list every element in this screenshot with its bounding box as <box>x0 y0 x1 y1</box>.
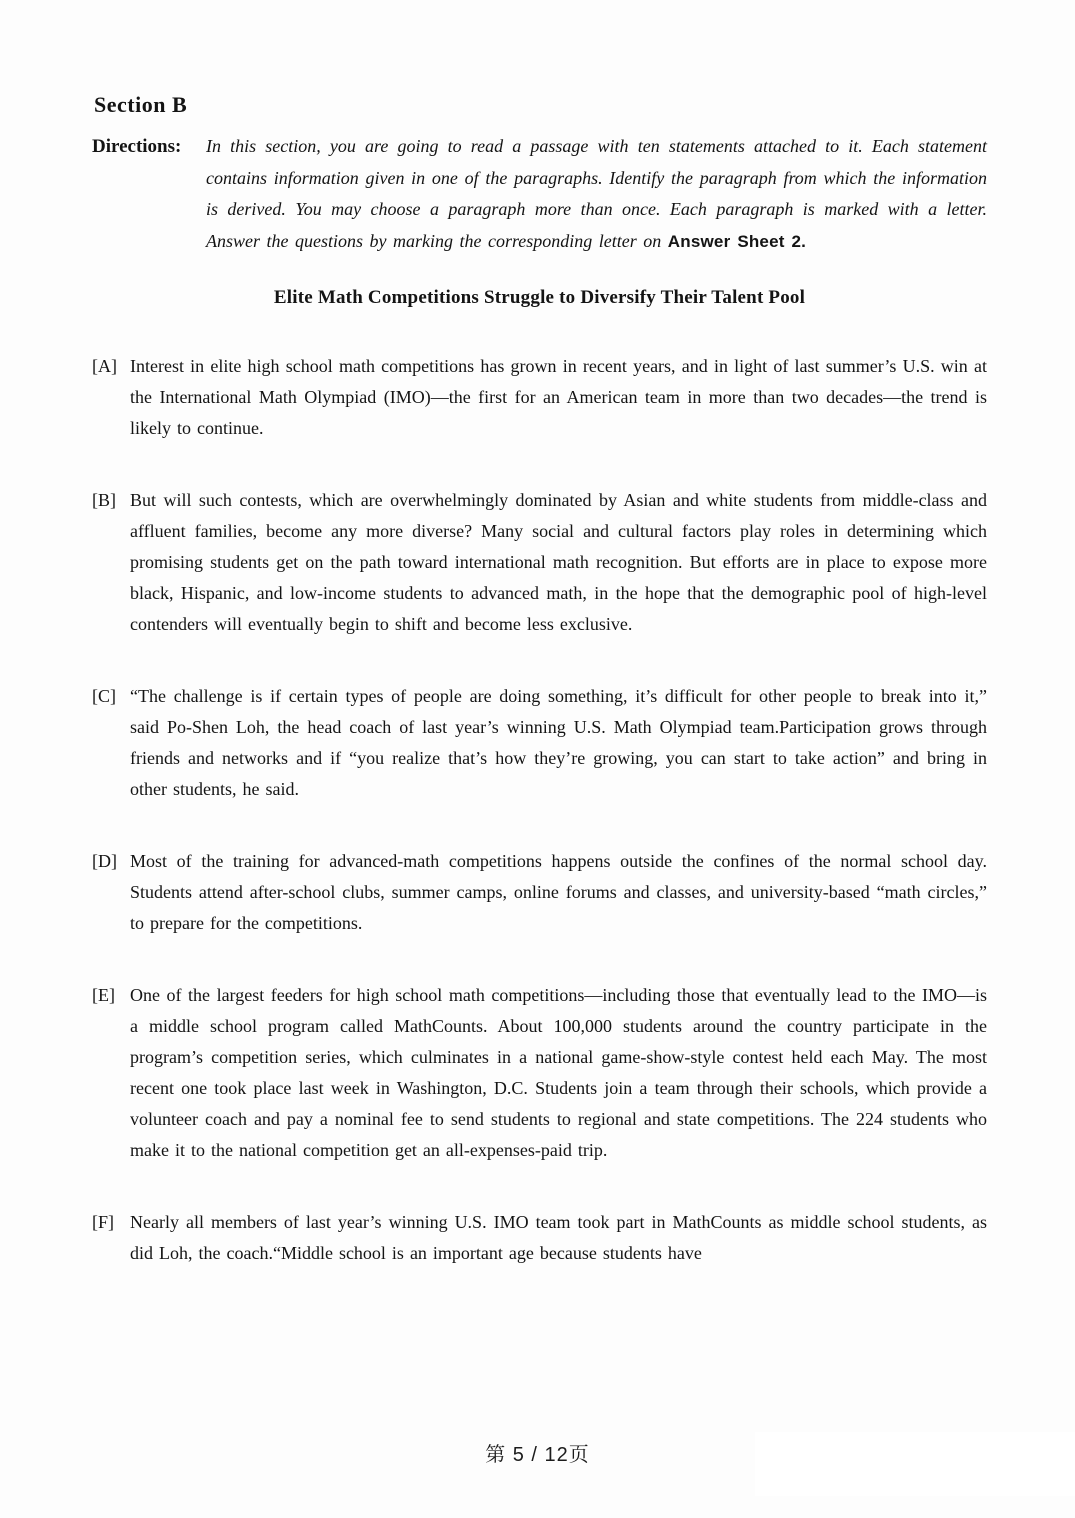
paragraph-c-text: “The challenge is if certain types of people are doing something, it’s difficult for other people to break into it,” said Po-Shen Loh, the head coach of last year’s winning U.S. Math Olympiad team.Participation grows through friends and networks and if “you realize that’s how they’re growing, you can start to take action” and bring in other students, he said. <box>130 686 987 799</box>
paragraph-a <box>92 351 987 444</box>
directions-block <box>92 131 987 257</box>
paragraph-f-text: Nearly all members of last year’s winning U.S. IMO team took part in MathCounts as middle school students, as did Loh, the coach.“Middle school is an important age because students have <box>130 1212 987 1263</box>
directions-text <box>206 131 987 257</box>
paragraph-d-text: Most of the training for advanced-math competitions happens outside the confines of the normal school day. Students attend after-school clubs, summer camps, online forums and classes, and university-based “math circles,” to prepare for the competitions. <box>130 851 987 933</box>
section-heading: Section B <box>94 92 188 117</box>
paragraph-f <box>92 1207 987 1269</box>
paragraph-b <box>92 485 987 640</box>
paragraph-c <box>92 681 987 805</box>
answer-sheet-label: Answer Sheet 2. <box>667 231 807 251</box>
page-number-footer: 第 5 / 12页 <box>485 1444 590 1466</box>
directions-body-text: In this section, you are going to read a passage with ten statements attached to it. Each statement contains information given in one of the paragraphs. Identify the paragraph from which the information is derived. You may choose a paragraph more than once. Each paragraph is marked with a letter. Answer the questions by marking the corresponding letter on <box>206 136 987 251</box>
paragraph-a-label: [A] <box>92 356 117 376</box>
page-content <box>92 92 987 1269</box>
paragraph-a-text: Interest in elite high school math competitions has grown in recent years, and in light of last summer’s U.S. win at the International Math Olympiad (IMO)—the first for an American team in more than two decades—the trend is likely to continue. <box>130 356 987 438</box>
paragraph-e-label: [E] <box>92 985 115 1005</box>
paragraph-b-text: But will such contests, which are overwhelmingly dominated by Asian and white students from middle-class and affluent families, become any more diverse? Many social and cultural factors play roles in determining which promising students get on the path toward international math recognition. But efforts are in place to expose more black, Hispanic, and low-income students to advanced math, in the hope that the demographic pool of high-level contenders will eventually begin to shift and become less exclusive. <box>130 490 987 634</box>
directions-label: Directions: <box>92 136 182 157</box>
paragraph-e-text: One of the largest feeders for high school math competitions—including those that eventually lead to the IMO—is a middle school program called MathCounts. About 100,000 students around the country participate in the program’s competition series, which culminates in a national game-show-style contest held each May. The most recent one took place last week in Washington, D.C. Students join a team through their schools, which provide a volunteer coach and pay a nominal fee to send students to regional and state competitions. The 224 students who make it to the national competition get an all-expenses-paid trip. <box>130 985 987 1160</box>
paragraph-c-label: [C] <box>92 686 116 706</box>
paragraph-b-label: [B] <box>92 490 116 510</box>
paragraph-e <box>92 980 987 1166</box>
passage-title: Elite Math Competitions Struggle to Diversify Their Talent Pool <box>273 287 806 308</box>
paragraph-f-label: [F] <box>92 1212 114 1232</box>
paragraph-d-label: [D] <box>92 851 117 871</box>
paragraph-d <box>92 846 987 939</box>
